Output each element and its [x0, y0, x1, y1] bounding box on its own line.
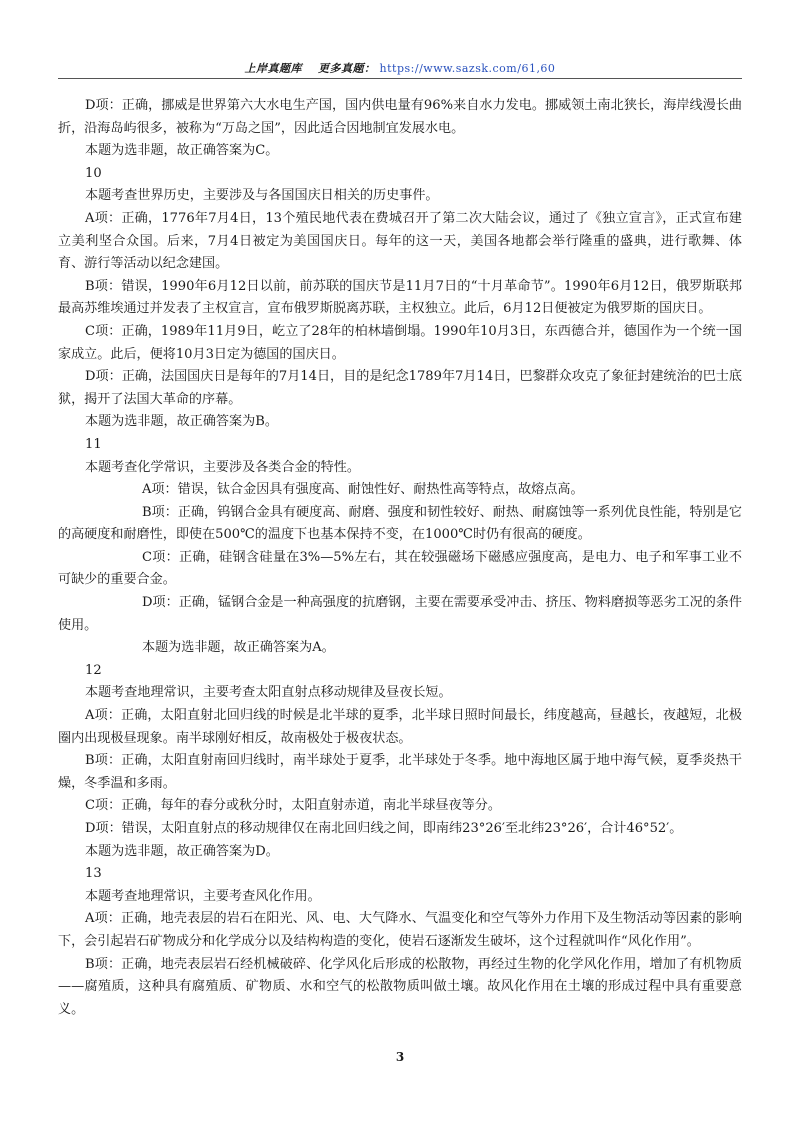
paragraph: 本题为选非题，故正确答案为C。 [85, 143, 279, 159]
header-divider [58, 78, 742, 79]
paragraph: B项：正确，钨钢合金具有硬度高、耐磨、强度和韧性较好、耐热、耐腐蚀等一系列优良性能，特别是它的高硬度和耐磨性，即使在500℃的温度下也基本保持不变，在1000℃时仍有很高的硬度。 [58, 504, 742, 543]
source-link[interactable]: https://www.sazsk.com/61,60 [379, 62, 556, 75]
question-number: 13 [85, 866, 102, 882]
paragraph: B项：错误，1990年6月12日以前，前苏联的国庆节是11月7日的“十月革命节”。1990年6月12日，俄罗斯联邦最高苏维埃通过并发表了主权宣言，宣布俄罗斯脱离苏联，主权独立。此后，6月12日便被定为俄罗斯的国庆日。 [58, 278, 742, 317]
paragraph: A项：错误，钛合金因具有强度高、耐蚀性好、耐热性高等特点，故熔点高。 [142, 482, 584, 498]
paragraph: 本题为选非题，故正确答案为A。 [142, 640, 335, 656]
paragraph: D项：正确，挪威是世界第六大水电生产国，国内供电量有96%来自水力发电。挪威领土南北狭长，海岸线漫长曲折，沿海岛屿很多，被称为“万岛之国”，因此适合因地制宜发展水电。 [58, 98, 742, 136]
paragraph: 本题考查化学常识，主要涉及各类合金的特性。 [85, 459, 360, 475]
paragraph: 本题考查世界历史，主要涉及与各国国庆日相关的历史事件。 [85, 188, 439, 204]
paragraph: C项：正确，1989年11月9日，屹立了28年的柏林墙倒塌。1990年10月3日，东西德合并，德国作为一个统一国家成立。此后，便将10月3日定为德国的国庆日。 [58, 323, 742, 362]
paragraph: C项：正确，每年的春分或秋分时，太阳直射赤道，南北半球昼夜等分。 [85, 798, 501, 814]
paragraph: D项：正确，法国国庆日是每年的7月14日，目的是纪念1789年7月14日，巴黎群众攻克了象征封建统治的巴士底狱，揭开了法国大革命的序幕。 [58, 369, 742, 407]
paragraph: B项：正确，太阳直射南回归线时，南半球处于夏季，北半球处于冬季。地中海地区属于地中海气候，夏季炎热干燥，冬季温和多雨。 [58, 753, 742, 791]
page-header [0, 60, 800, 76]
question-number: 10 [85, 165, 102, 181]
question-number: 11 [85, 436, 102, 452]
paragraph: 本题考查地理常识，主要考查太阳直射点移动规律及昼夜长短。 [85, 685, 452, 701]
question-number: 12 [85, 662, 102, 678]
paragraph: D项：正确，锰钢合金是一种高强度的抗磨钢，主要在需要承受冲击、挤压、物料磨损等恶劣工况的条件使用。 [58, 595, 742, 633]
paragraph: A项：正确，地壳表层的岩石在阳光、风、电、大气降水、气温变化和空气等外力作用下及生物活动等因素的影响下，会引起岩石矿物成分和化学成分以及结构构造的变化，使岩石逐渐发生破坏，这个过程就叫作“风化作用”。 [58, 911, 742, 949]
paragraph: D项：错误，太阳直射点的移动规律仅在南北回归线之间，即南纬23°26′至北纬23°26′，合计46°52′。 [85, 821, 683, 836]
page-number: 3 [395, 1050, 405, 1064]
more-questions-label: 更多真题： [318, 62, 376, 75]
brand-label: 上岸真题库 [244, 62, 303, 75]
paragraph: 本题为选非题，故正确答案为B。 [85, 414, 278, 430]
document-body [58, 95, 742, 1021]
paragraph: 本题为选非题，故正确答案为D。 [85, 843, 279, 859]
paragraph: B项：正确，地壳表层岩石经机械破碎、化学风化后形成的松散物，再经过生物的化学风化作用，增加了有机物质——腐殖质，这种具有腐殖质、矿物质、水和空气的松散物质叫做土壤。故风化作用在土壤的形成过程中具有重要意义。 [58, 956, 742, 1017]
paragraph: 本题考查地理常识，主要考查风化作用。 [85, 888, 321, 904]
paragraph: A项：正确，1776年7月4日，13个殖民地代表在费城召开了第二次大陆会议，通过了《独立宣言》，正式宣布建立美利坚合众国。后来，7月4日被定为美国国庆日。每年的这一天，美国各地都会举行隆重的盛典，进行歌舞、体育、游行等活动以纪念建国。 [58, 210, 742, 272]
paragraph: A项：正确，太阳直射北回归线的时候是北半球的夏季，北半球日照时间最长，纬度越高，昼越长，夜越短，北极圈内出现极昼现象。南半球刚好相反，故南极处于极夜状态。 [58, 708, 742, 746]
paragraph: C项：正确，硅钢含硅量在3%—5%左右，其在较强磁场下磁感应强度高，是电力、电子和军事工业不可缺少的重要合金。 [58, 549, 742, 588]
